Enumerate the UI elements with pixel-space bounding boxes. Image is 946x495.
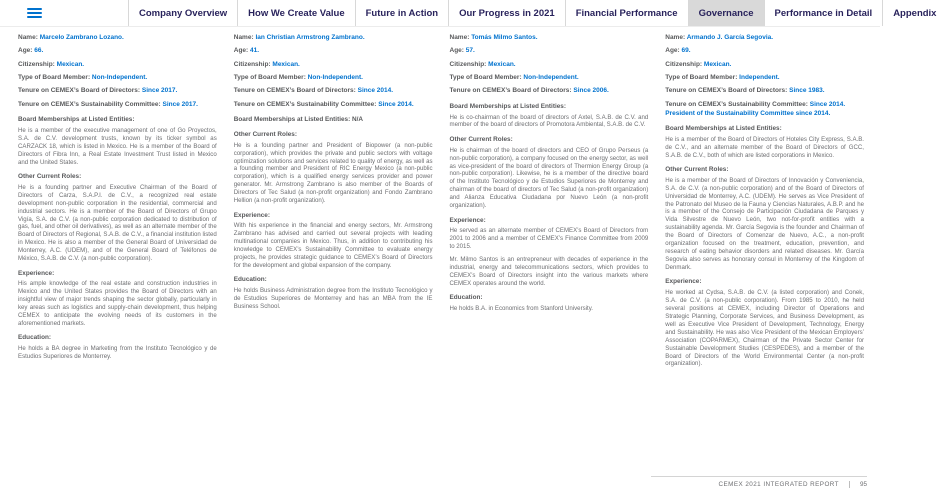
member-profile-2: [234, 34, 433, 372]
top-navigation: [0, 0, 937, 27]
age-label: Age:: [233, 47, 249, 55]
age-value: 69.: [681, 47, 691, 55]
name-value: Ian Christian Armstrong Zambrano.: [255, 34, 365, 41]
member-tenure-sustainability-line: [18, 101, 217, 110]
name-value: Marcelo Zambrano Lozano.: [39, 34, 124, 41]
tenure-board-label: Tenure on CEMEX’s Board of Directors:: [665, 87, 788, 95]
report-title: CEMEX 2021 INTEGRATED REPORT: [718, 481, 839, 488]
member-tenure-board-line: [450, 87, 649, 96]
member-name-line: [450, 34, 649, 43]
tab-governance[interactable]: Governance: [688, 0, 764, 26]
section-education: Education:: [233, 276, 267, 284]
citizenship-value: Mexican.: [488, 60, 516, 68]
experience-text: He worked at Cydsa, S.A.B. de C.V. (a listed corporation) and Conek, S.A. de C.V. (a non-public corporation). From 1985 to 2010, he held several positions at CEMEX, including Director of Operations and Strategic Planning, Corporate Services, and Business Development, as well as Executive Vice President of Development, Technology, Energy and Sustainability. He was also Vice President of the Mexican Employers’ Association (COPARMEX), Chairman of the Private Sector Center for Sustainable Development Studies (CESPEDES), and a member of the Board of Directors of the World Environmental Center (a non-profit organization).: [665, 289, 864, 368]
section-board-memberships: Board Memberships at Listed Entities:: [449, 102, 566, 110]
section-other-roles: Other Current Roles:: [18, 173, 82, 180]
member-citizenship-line: [665, 61, 864, 70]
type-value: Independent.: [739, 74, 780, 82]
tab-company-overview[interactable]: Company Overview: [128, 0, 237, 26]
member-name-line: [18, 34, 217, 43]
citizenship-value: Mexican.: [56, 60, 85, 68]
tenure-board-value: Since 2014.: [357, 87, 394, 95]
tenure-sustainability-label: Tenure on CEMEX’s Sustainability Committee:: [665, 100, 808, 108]
section-education: Education:: [18, 334, 52, 342]
citizenship-label: Citizenship:: [18, 60, 55, 68]
member-age-line: [665, 47, 864, 56]
citizenship-label: Citizenship:: [233, 60, 271, 68]
footer-divider: [849, 481, 850, 488]
member-tenure-sustainability-line: [665, 101, 864, 119]
citizenship-label: Citizenship:: [449, 60, 487, 68]
member-citizenship-line: [450, 61, 649, 70]
menu-button[interactable]: [0, 0, 128, 26]
other-roles-text: He is a member of the Board of Directors of Innovación y Conveniencia, S.A. de C.V. (a non-public corporation) and of the Board of Directors of Universidad de Monterrey, A.C. (UDEM). He serves as Vice President of the Patronato del Museo de la Fauna y Ciencias Naturales, A.B.P. and he is a member of the Consejo de Participación Ciudadana de Parques y Vida Silvestre de Nuevo León, two not-for-profit entities with a sustainability agenda. Mr. García Segovia is the founder and Chairman of the Board of Directors of Comenzar de Nuevo, A.C., a non-profit organization focused on the treatment, education, prevention, and research of eating behavior disorders and related diseases. Mr. García Segovia also serves as honorary consul in Monterrey of the Kingdom of Denmark.: [665, 176, 864, 271]
tab-how-we-create-value[interactable]: How We Create Value: [237, 0, 354, 26]
member-tenure-board-line: [234, 87, 433, 96]
name-label: Name:: [18, 34, 38, 41]
education-text: He holds B.A. in Economics from Stanford University.: [449, 305, 593, 313]
experience-text: With his experience in the financial and energy sectors, Mr. Armstrong Zambrano has advised and carried out several projects with leading multinational companies in Mexico. Thus, in addition to contributing his knowledge to CEMEX’s Sustainability Committee to evaluate energy projects, he provides strategic guidance to CEMEX’s Board of Directors for the development and global expansion of the company.: [233, 222, 433, 270]
nav-tabs: [128, 0, 946, 26]
board-memberships-text: He is co-chairman of the board of directors of Axtel, S.A.B. de C.V. and member of the board of directors of Promotora Ambiental, S.A.B. de C.V.: [449, 113, 649, 129]
member-tenure-sustainability-line: [234, 101, 433, 110]
experience-text: He served as an alternate member of CEMEX’s Board of Directors from 2001 to 2006 and a member of CEMEX’s Finance Committee from 2009 to 2015.: [449, 227, 649, 251]
member-age-line: [450, 47, 649, 56]
member-type-line: [450, 74, 649, 83]
member-tenure-board-line: [665, 87, 864, 96]
member-type-line: [18, 74, 217, 83]
hamburger-icon: [27, 6, 42, 21]
tenure-board-value: Since 2006.: [573, 87, 609, 95]
tenure-board-label: Tenure on CEMEX’s Board of Directors:: [18, 87, 141, 95]
other-roles-text: He is a founding partner and President of Biopower (a non-public corporation), which provides the private and public sectors with voltage optimization solutions and services related to quality of energy, as well as a founding member and President of RIC Energy Mexico (a non-public corporation), which is a qualified energy services provider and power generator. Mr. Armstrong Zambrano is also member of the Boards of Directors of Tec Salud (a non-profit organization) and Fondo Zambrano Hellion (a non-profit organization).: [233, 141, 433, 205]
page-number: 95: [859, 481, 867, 488]
age-label: Age:: [18, 47, 33, 55]
tab-our-progress-in-2021[interactable]: Our Progress in 2021: [448, 0, 565, 26]
member-tenure-board-line: [18, 87, 217, 96]
experience-text: His ample knowledge of the real estate and construction industries in Mexico and the United States provides the Board of Directors with an insightful view of major trends shaping the sector globally, particularly in key areas such as logistics and supply-chain development, thus helping CEMEX to anticipate the evolving needs of its customers in the aforementioned markets.: [18, 280, 217, 327]
age-value: 66.: [34, 47, 44, 55]
board-members-grid: [0, 27, 880, 372]
tenure-board-value: Since 1983.: [789, 87, 825, 95]
tenure-board-label: Tenure on CEMEX’s Board of Directors:: [233, 87, 356, 95]
tenure-board-value: Since 2017.: [141, 87, 178, 95]
type-value: Non-Independent.: [523, 74, 579, 82]
tab-financial-performance[interactable]: Financial Performance: [565, 0, 688, 26]
type-value: Non-Independent.: [307, 74, 363, 82]
tab-appendix[interactable]: Appendix: [882, 0, 946, 26]
member-name-line: [234, 34, 433, 43]
section-education: Education:: [449, 294, 483, 302]
other-roles-text: He is a founding partner and Executive Chairman of the Board of Directors of Carza, S.A.P.I. de C.V., a recognized real estate development non-public corporation in the residential, commercial and industrial sectors. He is a member of the Board of Directors of Grupo Vigía, S.A. de C.V. (a non-public corporation dedicated to distribution of gas, fuel, and other oil derivatives), as well as an alternate member of the Board of Directors of Regional, S.A.B. de C.V., a financial institution listed in Mexico. He is also a member of the General Board of Universidad de Monterrey, A.C. (UDEM), and of the General Board of Teléfonos de México, S.A.B. de C.V. (a non-public corporation).: [18, 183, 217, 263]
section-board-memberships: Board Memberships at Listed Entities:: [665, 124, 782, 132]
name-label: Name:: [665, 34, 686, 41]
tenure-sustainability-label: Tenure on CEMEX’s Sustainability Committee:: [233, 100, 377, 108]
age-value: 41.: [250, 47, 260, 55]
board-memberships-na-value: N/A: [352, 116, 364, 124]
tenure-sustainability-label: Tenure on CEMEX’s Sustainability Committee:: [18, 100, 161, 108]
type-value: Non-Independent.: [91, 74, 148, 82]
tenure-board-label: Tenure on CEMEX’s Board of Directors:: [449, 87, 572, 95]
citizenship-value: Mexican.: [272, 60, 300, 68]
member-profile-1: [18, 34, 217, 372]
section-other-roles: Other Current Roles:: [665, 165, 729, 173]
education-text: He holds a BA degree in Marketing from the Instituto Tecnológico y de Estudios Superiores de Monterrey.: [18, 345, 217, 361]
citizenship-value: Mexican.: [703, 60, 732, 68]
tenure-sustainability-value: Since 2014.: [378, 100, 414, 108]
section-experience: Experience:: [449, 216, 486, 224]
member-profile-4: [665, 34, 864, 372]
tenure-sustainability-value: Since 2017.: [162, 100, 198, 108]
board-memberships-text: He is a member of the executive management of one of Go Proyectos, S.A. de C.V. development trusts, known by its ticker symbol as CARZACK 18, which is listed in Mexico. He is a member of the Board of Directors of Fibra Inn, a Real Estate Investment Trust listed in Mexico and the United States.: [18, 126, 217, 166]
member-profile-3: [450, 34, 649, 372]
other-roles-text: He is chairman of the board of directors and CEO of Grupo Perseus (a non-public corporation), a company focused on the energy sector, as well as vice-president of the board of directors of Thermion Energy Group (a non-public corporation). Likewise, he is a member of the directive board of the Instituto Tecnológico y de Estudios Superiores de Monterrey and chairman of the board of directors of Tec Salud (a non-profit organization) and Alianza Educativa Ciudadana por Nuevo León (a non-profit organization).: [449, 146, 649, 210]
section-experience: Experience:: [233, 211, 270, 219]
citizenship-label: Citizenship:: [665, 60, 703, 68]
member-name-line: [665, 34, 864, 43]
name-value: Armando J. García Segovia.: [686, 34, 774, 41]
section-other-roles: Other Current Roles:: [449, 135, 513, 143]
name-label: Name:: [233, 34, 254, 41]
member-citizenship-line: [234, 61, 433, 70]
member-citizenship-line: [18, 61, 217, 70]
section-experience: Experience:: [18, 269, 55, 277]
board-memberships-label: Board Memberships at Listed Entities:: [233, 116, 351, 124]
experience-text-2: Mr. Milmo Santos is an entrepreneur with decades of experience in the industrial, energy and telecommunications sectors, which provides to CEMEX’s Board of Directors insight into the various markets where CEMEX operates around the world.: [449, 256, 649, 287]
type-label: Type of Board Member:: [665, 74, 738, 82]
section-experience: Experience:: [665, 278, 702, 286]
tab-performance-in-detail[interactable]: Performance in Detail: [764, 0, 883, 26]
page-footer: [651, 476, 867, 488]
age-label: Age:: [449, 47, 464, 55]
board-memberships-text: He is a member of the Board of Directors of Hoteles City Express, S.A.B. de C.V., and an alternate member of the Board of Directors of GCC, S.A.B. de C.V., both of which are listed corporations in Mexico.: [665, 135, 864, 159]
tenure-sustainability-value: Since 2014. President of the Sustainability Committee since 2014.: [665, 100, 846, 117]
name-label: Name:: [449, 34, 470, 41]
education-text: He holds Business Administration degree from the Instituto Tecnológico y de Estudios Superiores de Monterrey and has an MBA from the IE Business School.: [233, 287, 433, 311]
name-value: Tomás Milmo Santos.: [471, 34, 538, 41]
type-label: Type of Board Member:: [449, 74, 522, 82]
tab-future-in-action[interactable]: Future in Action: [355, 0, 448, 26]
section-other-roles: Other Current Roles:: [233, 130, 297, 138]
member-age-line: [18, 47, 217, 56]
member-age-line: [234, 47, 433, 56]
type-label: Type of Board Member:: [233, 74, 306, 82]
section-board-memberships: Board Memberships at Listed Entities:: [18, 116, 135, 124]
type-label: Type of Board Member:: [18, 74, 91, 82]
section-board-memberships: [234, 116, 433, 124]
age-label: Age:: [665, 47, 680, 55]
member-type-line: [234, 74, 433, 83]
member-type-line: [665, 74, 864, 83]
age-value: 57.: [465, 47, 475, 55]
